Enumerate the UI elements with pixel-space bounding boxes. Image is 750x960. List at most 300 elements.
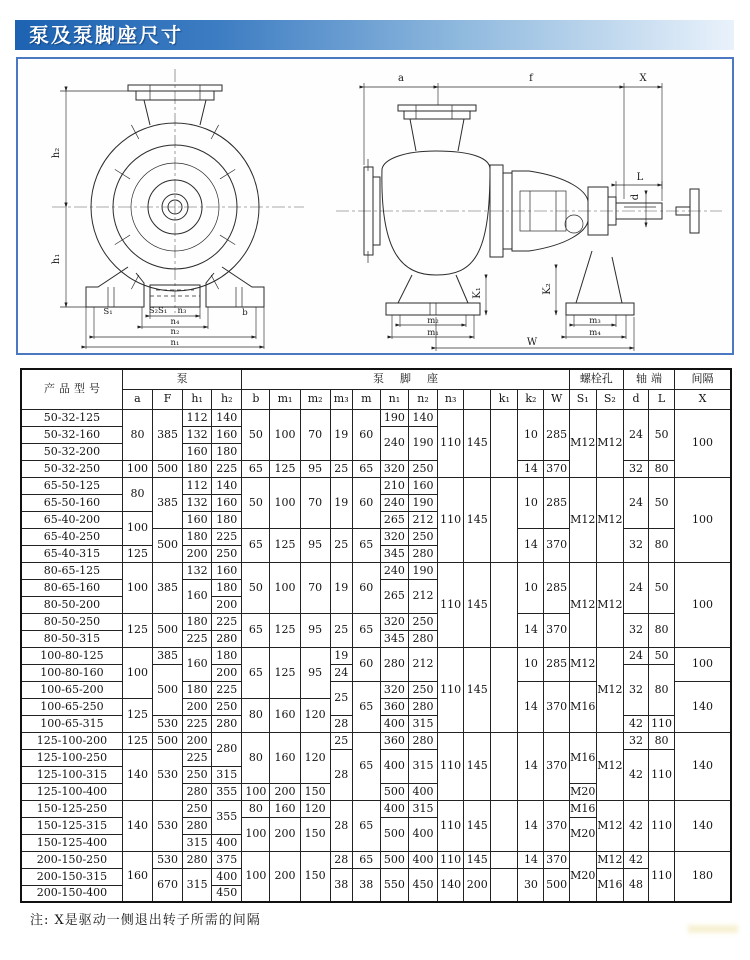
- dimension-cell: 65: [242, 613, 270, 647]
- model-cell: 100-65-250: [21, 698, 122, 715]
- dimension-cell: 125: [270, 528, 300, 562]
- model-cell: 200-150-400: [21, 885, 122, 902]
- dimension-cell: M12: [569, 562, 596, 647]
- dim-label-w: W: [526, 337, 538, 348]
- dimension-cell: 530: [153, 800, 183, 851]
- dimension-cell: 210: [380, 477, 408, 494]
- dimension-cell: 370: [544, 800, 569, 851]
- column-header: a: [122, 389, 152, 409]
- dimension-cell: 100: [242, 783, 270, 800]
- dimension-cell: 285: [544, 647, 569, 681]
- dimension-cell: 375: [212, 851, 242, 868]
- dimension-cell: 145: [464, 562, 491, 647]
- dimension-cell: 10: [518, 477, 544, 528]
- dimension-cell: 500: [153, 732, 183, 749]
- dimension-cell: M12: [596, 732, 623, 800]
- dim-label-d: d: [630, 193, 641, 201]
- dimension-cell: 320: [380, 460, 408, 477]
- dimension-cell: 385: [153, 647, 183, 664]
- dimension-cell: 100: [270, 409, 300, 460]
- model-cell: 80-50-200: [21, 596, 122, 613]
- dimension-cell: 80: [649, 664, 675, 715]
- dimension-cell: 550: [380, 868, 408, 902]
- dimension-cell: 100: [675, 409, 731, 477]
- column-header: X: [675, 389, 731, 409]
- dimension-cell: 385: [153, 562, 183, 613]
- group-header: 间隔: [675, 369, 731, 389]
- table-row: [21, 613, 731, 630]
- dimension-cell: 140: [212, 409, 242, 426]
- dimension-cell: 315: [408, 800, 437, 817]
- dimension-cell: 110: [649, 749, 675, 800]
- dimension-cell: 80: [649, 732, 675, 749]
- column-header: S₂: [596, 389, 623, 409]
- dimension-cell: 160: [270, 698, 300, 732]
- dimension-cell: 400: [380, 800, 408, 817]
- dimension-cell: 190: [408, 494, 437, 511]
- dimension-cell: 65: [352, 460, 380, 477]
- dimension-cell: 60: [352, 562, 380, 613]
- dimension-cell: [491, 477, 518, 562]
- model-cell: 65-40-200: [21, 511, 122, 528]
- model-cell: 100-65-315: [21, 715, 122, 732]
- dimension-cell: [491, 868, 518, 902]
- model-cell: 80-50-315: [21, 630, 122, 647]
- dimension-cell: 530: [153, 749, 183, 800]
- column-header: n₂: [408, 389, 437, 409]
- dimension-cell: M12: [596, 409, 623, 477]
- column-header: L: [649, 389, 675, 409]
- dim-label-m3: m₃: [589, 316, 601, 326]
- column-header: m: [352, 389, 380, 409]
- dimension-cell: 190: [408, 562, 437, 579]
- dim-label-f: f: [529, 73, 533, 84]
- dimension-cell: 400: [380, 715, 408, 732]
- dimension-cell: 265: [380, 579, 408, 613]
- dimension-cell: 50: [649, 409, 675, 460]
- dim-label-n1: n₁: [170, 338, 180, 348]
- dimension-cell: 265: [380, 511, 408, 528]
- dimension-cell: 500: [153, 460, 183, 477]
- dimension-cell: 140: [675, 681, 731, 732]
- dimension-cell: 285: [544, 409, 569, 460]
- dim-label-l: L: [636, 172, 644, 183]
- dimension-cell: M20: [569, 817, 596, 851]
- column-header: m₃: [330, 389, 352, 409]
- dimension-cell: [491, 800, 518, 851]
- dimension-cell: 225: [212, 460, 242, 477]
- dim-label-m4: m₄: [589, 328, 601, 338]
- dimension-cell: 80: [122, 409, 152, 460]
- dimension-cell: 14: [518, 528, 544, 562]
- dimension-cell: 530: [153, 715, 183, 732]
- dimension-cell: 370: [544, 460, 569, 477]
- dimension-cell: 95: [300, 613, 330, 647]
- dimension-cell: 345: [380, 545, 408, 562]
- dimension-cell: 100: [122, 647, 152, 698]
- dimension-cell: 400: [212, 868, 242, 885]
- dimension-cell: 140: [122, 800, 152, 851]
- dimension-cell: 42: [623, 851, 648, 868]
- dimension-cell: 50: [649, 647, 675, 664]
- dimension-cell: 280: [408, 630, 437, 647]
- dimension-cell: 100: [270, 562, 300, 613]
- model-cell: 150-125-400: [21, 834, 122, 851]
- model-cell: 80-50-250: [21, 613, 122, 630]
- dimension-cell: 110: [649, 715, 675, 732]
- dimension-cell: 500: [380, 817, 408, 851]
- dimension-cell: 110: [438, 800, 464, 851]
- dimension-cell: 225: [183, 715, 212, 732]
- dimension-cell: 280: [408, 545, 437, 562]
- dimension-cell: 65: [352, 681, 380, 732]
- dimension-cell: 38: [330, 868, 352, 902]
- dimension-cell: 180: [675, 851, 731, 902]
- dimension-cell: 110: [649, 851, 675, 902]
- dimension-cell: 225: [212, 613, 242, 630]
- dimension-cell: 385: [153, 477, 183, 528]
- dimension-cell: 112: [183, 477, 212, 494]
- dimension-cell: 500: [153, 613, 183, 647]
- dimension-cell: 150: [300, 783, 330, 800]
- dimension-cell: M16: [596, 868, 623, 902]
- dimension-cell: 120: [300, 732, 330, 783]
- dimension-cell: 180: [212, 647, 242, 664]
- dim-label-k1: K₁: [472, 287, 483, 299]
- dimension-cell: 60: [352, 477, 380, 528]
- model-cell: 150-125-250: [21, 800, 122, 817]
- dimension-cell: 38: [352, 868, 380, 902]
- column-header: d: [623, 389, 648, 409]
- dimension-cell: 250: [408, 528, 437, 545]
- dimension-cell: 50: [242, 409, 270, 460]
- dimension-cell: 250: [183, 800, 212, 817]
- dimension-cell: 50: [649, 477, 675, 528]
- dimension-cell: 225: [212, 681, 242, 698]
- dimension-cell: 200: [270, 817, 300, 851]
- dim-label-s2s1: S₂S₁: [148, 306, 168, 316]
- dimension-cell: 160: [408, 477, 437, 494]
- pump-side-view-drawing: [324, 61, 730, 351]
- dimension-cell: 140: [122, 749, 152, 800]
- dimension-cell: 95: [300, 460, 330, 477]
- dimension-cell: 25: [330, 613, 352, 647]
- dimension-cell: 400: [408, 817, 437, 851]
- dimension-cell: 180: [183, 460, 212, 477]
- dimension-cell: 80: [649, 528, 675, 562]
- dimension-cell: 95: [300, 528, 330, 562]
- group-header: 螺栓孔: [569, 369, 623, 389]
- pump-front-view-drawing: [32, 61, 322, 351]
- model-cell: 50-32-200: [21, 443, 122, 460]
- dimension-cell: 212: [408, 647, 437, 681]
- dimension-cell: 80: [122, 477, 152, 511]
- dimension-cell: 24: [330, 664, 352, 681]
- dimension-cell: 180: [212, 511, 242, 528]
- dimension-cell: 32: [623, 664, 648, 715]
- dimension-cell: 370: [544, 613, 569, 647]
- dimension-cell: 14: [518, 851, 544, 868]
- dimension-cell: 100: [270, 477, 300, 528]
- dimension-cell: 28: [330, 749, 352, 800]
- dimension-cell: 48: [623, 868, 648, 902]
- dimension-cell: 530: [153, 851, 183, 868]
- model-cell: 125-100-250: [21, 749, 122, 766]
- dimension-cell: 65: [352, 732, 380, 800]
- dimension-cell: 19: [330, 409, 352, 460]
- dimension-cell: 25: [330, 528, 352, 562]
- dimension-cell: 112: [183, 409, 212, 426]
- dimension-cell: 315: [408, 715, 437, 732]
- dimension-cell: 160: [270, 800, 300, 817]
- dimension-cell: 10: [518, 562, 544, 613]
- column-header: n₁: [380, 389, 408, 409]
- dimension-cell: 125: [122, 732, 152, 749]
- dimension-cell: 110: [438, 409, 464, 477]
- dimension-cell: 225: [183, 630, 212, 647]
- dimension-cell: 160: [183, 647, 212, 681]
- dimension-cell: 14: [518, 460, 544, 477]
- dimension-cell: 180: [212, 579, 242, 596]
- drawing-panel: [16, 57, 734, 355]
- dimension-cell: 160: [212, 562, 242, 579]
- model-cell: 50-32-125: [21, 409, 122, 426]
- dimension-cell: 110: [438, 732, 464, 800]
- dimension-cell: 200: [464, 868, 491, 902]
- dimension-cell: 28: [330, 851, 352, 868]
- dimension-cell: 60: [352, 647, 380, 681]
- dimension-cell: 100: [122, 460, 152, 477]
- dimension-cell: 24: [623, 647, 648, 664]
- dimension-cell: M20: [569, 851, 596, 902]
- dimension-cell: 70: [300, 562, 330, 613]
- dimension-cell: 250: [408, 681, 437, 698]
- dim-label-h1: h₁: [51, 253, 62, 265]
- dimension-cell: 370: [544, 528, 569, 562]
- dimension-cell: 80: [242, 732, 270, 783]
- dimension-cell: 225: [183, 749, 212, 766]
- dim-label-n4: n₄: [170, 317, 180, 327]
- dimension-cell: 95: [300, 647, 330, 698]
- dimension-cell: 145: [464, 477, 491, 562]
- dimension-cell: 100: [675, 562, 731, 647]
- dim-label-b: b: [242, 308, 248, 318]
- dimension-cell: 28: [330, 800, 352, 851]
- model-cell: 80-65-160: [21, 579, 122, 596]
- dimension-cell: 110: [438, 851, 464, 868]
- dimension-cell: 370: [544, 851, 569, 868]
- dimension-cell: 32: [623, 528, 648, 562]
- dimension-cell: 70: [300, 409, 330, 460]
- dimension-cell: M12: [569, 477, 596, 562]
- dimension-cell: 250: [408, 460, 437, 477]
- dimension-cell: [491, 647, 518, 732]
- dimension-cell: 125: [270, 647, 300, 698]
- dimension-cell: 180: [183, 528, 212, 545]
- dimension-cell: M16: [569, 681, 596, 732]
- column-header: n₃: [438, 389, 464, 409]
- dimension-cell: 145: [464, 647, 491, 732]
- dimension-cell: 80: [242, 698, 270, 732]
- dimension-cell: 14: [518, 800, 544, 851]
- dimension-cell: 200: [183, 732, 212, 749]
- dim-label-s1: S₁: [103, 307, 113, 317]
- model-cell: 100-80-125: [21, 647, 122, 664]
- dimension-cell: 100: [242, 817, 270, 851]
- dimension-cell: 400: [408, 783, 437, 800]
- dimension-cell: 285: [544, 477, 569, 528]
- dimension-cell: 140: [438, 868, 464, 902]
- dimension-cell: 250: [408, 613, 437, 630]
- dimension-cell: 400: [408, 851, 437, 868]
- dimension-cell: 24: [623, 477, 648, 528]
- dimension-cell: 110: [649, 800, 675, 851]
- dim-label-x: X: [639, 73, 647, 84]
- dimension-cell: 180: [212, 443, 242, 460]
- dimension-cell: 280: [183, 817, 212, 834]
- dimension-cell: 140: [212, 477, 242, 494]
- dimension-cell: 80: [242, 800, 270, 817]
- dimension-cell: 100: [122, 511, 152, 545]
- group-header: 轴端: [623, 369, 674, 389]
- dimension-cell: 160: [183, 443, 212, 460]
- dimension-cell: 100: [122, 562, 152, 613]
- column-header: m₁: [270, 389, 300, 409]
- dimension-cell: 280: [212, 715, 242, 732]
- dimension-cell: 385: [153, 409, 183, 460]
- dimension-cell: 14: [518, 681, 544, 732]
- dimension-cell: 180: [183, 681, 212, 698]
- table-row: [21, 732, 731, 749]
- dimension-cell: 145: [464, 800, 491, 851]
- dimension-cell: [491, 409, 518, 477]
- dimension-cell: 140: [675, 732, 731, 800]
- dimension-cell: 32: [623, 613, 648, 647]
- dimension-cell: 280: [212, 630, 242, 647]
- dimension-cell: 125: [122, 613, 152, 647]
- column-header: m₂: [300, 389, 330, 409]
- table-row: [21, 460, 731, 477]
- model-cell: 50-32-160: [21, 426, 122, 443]
- dimension-cell: 200: [270, 851, 300, 902]
- dimension-cell: 500: [153, 664, 183, 715]
- dimension-cell: 120: [300, 800, 330, 817]
- dimension-cell: M12: [596, 851, 623, 868]
- dimension-cell: 370: [544, 732, 569, 800]
- dimension-cell: 24: [623, 562, 648, 613]
- dimension-cell: 180: [183, 613, 212, 630]
- dimension-cell: 280: [408, 732, 437, 749]
- model-cell: 200-150-315: [21, 868, 122, 885]
- page-title: 泵及泵脚座尺寸: [15, 20, 734, 50]
- dimension-cell: 42: [623, 749, 648, 800]
- dimension-cell: 320: [380, 681, 408, 698]
- dimension-cell: 355: [212, 800, 242, 834]
- dimension-cell: 250: [212, 698, 242, 715]
- model-cell: 125-100-200: [21, 732, 122, 749]
- dimension-cell: 670: [153, 868, 183, 902]
- model-cell: 65-50-125: [21, 477, 122, 494]
- dimension-cell: 320: [380, 528, 408, 545]
- column-header: F: [153, 389, 183, 409]
- dimension-cell: 65: [242, 528, 270, 562]
- dim-label-n3: n₃: [177, 306, 187, 316]
- dimension-cell: 200: [183, 698, 212, 715]
- dim-label-h2: h₂: [51, 147, 62, 159]
- dimension-cell: 132: [183, 562, 212, 579]
- dimension-cell: 30: [518, 868, 544, 902]
- dimension-cell: 65: [242, 647, 270, 698]
- dimension-cell: 240: [380, 562, 408, 579]
- dimension-cell: 315: [183, 834, 212, 851]
- dimension-cell: 225: [212, 528, 242, 545]
- dimension-cell: 200: [183, 545, 212, 562]
- dimension-cell: 132: [183, 426, 212, 443]
- dimension-cell: 150: [300, 851, 330, 902]
- dimension-cell: 250: [212, 545, 242, 562]
- dimension-cell: 19: [330, 477, 352, 528]
- dimension-cell: 150: [300, 817, 330, 851]
- table-row: [21, 409, 731, 426]
- dimension-cell: 145: [464, 409, 491, 477]
- dimension-cell: 70: [300, 477, 330, 528]
- dimension-cell: 132: [183, 494, 212, 511]
- dim-label-m2: m₂: [427, 316, 439, 326]
- dimension-cell: 14: [518, 613, 544, 647]
- column-header: [464, 389, 491, 409]
- dimension-cell: 250: [183, 766, 212, 783]
- dimension-cell: 200: [270, 783, 300, 800]
- dimension-cell: 355: [212, 783, 242, 800]
- dimension-cell: M12: [569, 409, 596, 477]
- dimension-cell: 25: [330, 681, 352, 715]
- dimension-cell: 160: [183, 579, 212, 613]
- dimension-cell: 280: [380, 647, 408, 681]
- dimension-cell: 120: [300, 698, 330, 732]
- dimension-cell: 65: [352, 528, 380, 562]
- model-cell: 125-100-315: [21, 766, 122, 783]
- dimension-cell: 110: [438, 562, 464, 647]
- group-header: 泵: [122, 369, 241, 389]
- dimension-cell: M12: [569, 647, 596, 681]
- dimension-cell: 240: [380, 494, 408, 511]
- dimension-cell: 10: [518, 409, 544, 460]
- model-cell: 100-65-200: [21, 681, 122, 698]
- dimension-cell: 32: [623, 460, 648, 477]
- model-cell: 150-125-315: [21, 817, 122, 834]
- column-header: W: [544, 389, 569, 409]
- dimension-cell: 160: [212, 494, 242, 511]
- column-header: S₁: [569, 389, 596, 409]
- dimension-cell: 360: [380, 732, 408, 749]
- dimension-cell: 60: [352, 409, 380, 460]
- dimension-cell: 65: [352, 800, 380, 851]
- dimension-cell: 65: [352, 851, 380, 868]
- dimension-cell: M12: [596, 647, 623, 732]
- scan-artifact: [688, 925, 738, 933]
- dimension-cell: 160: [212, 426, 242, 443]
- table-row: [21, 800, 731, 817]
- dimension-cell: 450: [408, 868, 437, 902]
- dimension-cell: 110: [438, 477, 464, 562]
- dimension-cell: 500: [380, 851, 408, 868]
- dimension-cell: 80: [649, 460, 675, 477]
- model-cell: 50-32-250: [21, 460, 122, 477]
- model-cell: 100-80-160: [21, 664, 122, 681]
- dimension-cell: 65: [352, 613, 380, 647]
- dimension-cell: 160: [270, 732, 300, 783]
- column-header: k₂: [518, 389, 544, 409]
